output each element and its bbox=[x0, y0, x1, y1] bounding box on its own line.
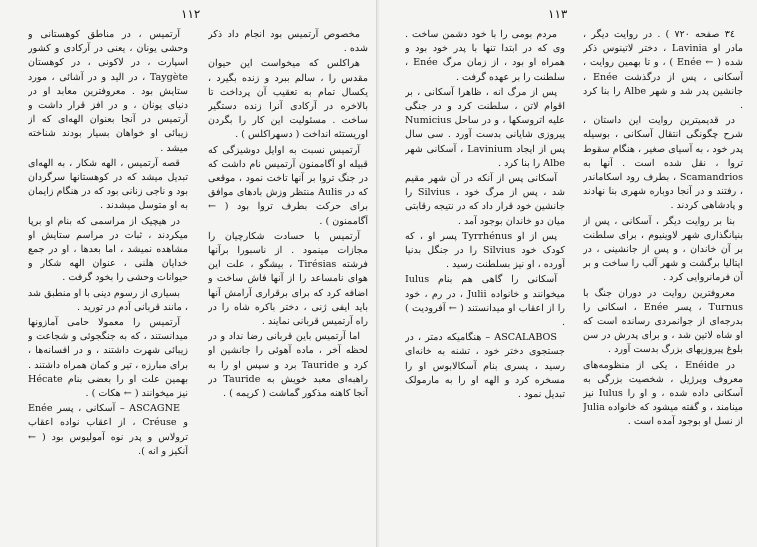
text-column-right bbox=[208, 28, 368, 540]
paragraph: در Enéide ، یکی از منظومه‌های معروف ویرژیل ، شخصیت بزرگی به آسکانی داده شده ، و او را Iulus نیز مینامند ، و گفته میشود که خانواده Julia از نسل او بوجود آمده است . bbox=[583, 359, 743, 428]
paragraph: مردم بومی را با خود دشمن ساخت . وی که در ابتدا تنها با پدر خود بود و همراه او بود ، از زمان مرگ Enée ، سلطنت را بر عهده گرفت . bbox=[405, 29, 565, 83]
paragraph: ASCAGNE – آسکانی ، پسر Enée و Créuse ، از اعقاب نواده اعقاب ترولاس و پدر نوه آمولیوس بود ( ← آنکیز و انه ). bbox=[28, 403, 188, 457]
paragraph: پس از مرگ انه ، ظاهرا آسکانی ، بر اقوام لاتن ، سلطنت کرد و در جنگی علیه اتروسکها ، و در ساحل Numicius پیروزی شایانی بدست آورد . سی سال پس از ایجاد Lavinium ، آسکانی شهر Albe را بنا کرد . bbox=[405, 86, 565, 169]
paragraph: در قدیمیترین روایت این داستان ، شرح چگونگی انتقال آسکانی ، بوسیله پدر خود ، به آسیای صغیر ، هنگام سقوط تروا ، نقل شده است . آنها به Scamandrios ، بطرف رود اسکاماندر ، رفتند و در آنجا دوباره شهری بنا نهادند و پادشاهی کردند . bbox=[583, 115, 743, 212]
paragraph: آرتمیس نسبت به اوایل دوشیزگی که قبیله او آگاممنون آرتمیس نام داشت که در جنگ تروا بر آنها تاخت نمود ، موقعی که در Aulis منتظر وزش بادهای موافق برای حرکت بطرف تروا بود ( ← آگاممنون ) . bbox=[208, 144, 368, 227]
page-number: ۱۱۲ bbox=[181, 7, 201, 21]
text-column-left bbox=[405, 28, 565, 540]
paragraph: ASCALABOS – هنگامیکه دمتر ، در جستجوی دختر خود ، تشنه به خانه‌ای رسید ، پسری بنام آسکالابوس او را مسخره کرد و الهه او را به مارمولک تبدیل نمود . bbox=[405, 332, 565, 401]
text-column-left bbox=[28, 28, 188, 540]
paragraph: در هیچیک از مراسمی که بنام او برپا میکردند ، ثبات در مراسم ستایش او مشاهده نمیشد ، اما بعدها ، او در جمع خدایان هلنی ، عنوان الهه شکار و حیوانات وحشی را بخود گرفت . bbox=[28, 215, 188, 284]
right-page bbox=[379, 0, 757, 547]
paragraph: هراکلس که میخواست این حیوان مقدس را ، سالم ببرد و زنده بگیرد ، یکسال تمام به تعقیب آن پرداخت تا بالاخره در آرکادی آنرا زنده دستگیر ساخت . مسئولیت این کار را بگردن اوریستئه انداخت ( دسهراکلس ) . bbox=[208, 58, 368, 141]
paragraph: بنا بر روایت دیگر ، آسکانی ، پس از بنیانگذاری شهر لاوینیوم ، برای سلطنت بر آن خاندان ، و پس از جانشینی ، در ایتالیا برگشت و شهر آلب را ساخت و بر آن فرمانروایی کرد . bbox=[583, 215, 743, 284]
paragraph: بسیاری از رسوم دینی با او منطبق شد ، مانند قربانی آدم در تورید . bbox=[28, 287, 188, 313]
paragraph: آرتمیس را معمولا حامی آمازونها میدانستند ، که به جنگجوئی و شجاعت و زیبائی شهرت داشتند ، و در افسانه‌ها ، برای مبارزه ، تیر و کمان همراه داشتند . بهمین علت او را بعضی بنام Hécate نیز میخوانند ( ← هکات ) . bbox=[28, 317, 188, 400]
paragraph: آرتمیس با حسادت شکارچیان را مجازات مینمود . از ناسبورا برآنها فرشته Tirésias ، بیشگو ، علت این هوای نامساعد را از آنها فاش ساخت و اضافه کرد که برای برقراری آرامش آنها باید ایفی ژنی ، دختر باکره شاه را در راه آرتمیس قربانی نمایند . bbox=[208, 230, 368, 328]
paragraph: آسکانی پس از آنکه در آن شهر مقیم شد ، پس از مرگ خود ، Silvius را جانشین خود قرار داد که در نتیجه رقابتی میان دو خاندان بوجود آمد . bbox=[405, 173, 565, 227]
paragraph: ۳٤ صفحه ۷۲۰ ) . در روایت دیگر ، مادر او Lavinia ، دختر لاتینوس ذکر شده ( ← Enée ) ، و تا بهمین روایت ، آسکانی ، پس از درگذشت Enée ، جانشین پدر شد و شهر Albe را بنا کرد . bbox=[583, 29, 743, 112]
left-page bbox=[0, 0, 378, 547]
paragraph: اما آرتمیس باین قربانی رضا نداد و در لحظه آخر ، ماده آهوئی را جانشین او کرد و Tauride برد و سپس او را به راهبه‌ای معبد خویش به Tauride در آنجا کاهنه مذکور گماشت ( کریمه ) . bbox=[208, 331, 368, 400]
text-column-right bbox=[583, 28, 743, 540]
paragraph: معروفترین روایت در دوران جنگ با Turnus ، پسر Enée ، اسکانی را بدرجه‌ای از جوانمردی رسانده است که او شاه لاتین شد ، و برای پدرش در سن بلوغ پیروزیهای بزرگ بدست آورد . bbox=[583, 287, 743, 356]
paragraph: آرتمیس ، در مناطق کوهستانی و وحشی یونان ، یعنی در آرکادی و کشور اسپارت ، در لاکونی ، در کوهستان Taygète ، در الید و در آشائی ، مورد ستایش بود . معروفترین معابد او در دنیای یونان ، و در افز قرار داشت و آرتمیس در آنجا بعنوان الهه‌ای که از زیبائی او خواهان بسیار بودند شناخته میشد . bbox=[28, 29, 188, 154]
paragraph: آسکانی را گاهی هم بنام Iulus میخوانند و خانواده Julii ، در رم ، خود را از اعقاب او میدانستند ( ← آفرودیت ) . bbox=[405, 274, 565, 329]
page-number: ۱۱۳ bbox=[548, 7, 568, 21]
paragraph: پس از او Tyrrhénus پسر او ، که کودک خود Silvius را در جنگل بدنیا آورده ، او نیز بسلطنت رسید . bbox=[405, 230, 565, 271]
paragraph: مخصوص آرتمیس بود انجام داد ذکر شده . bbox=[208, 29, 368, 55]
paragraph: قصه آرتمیس ، الهه شکار ، به الهه‌ای تبدیل میشد که در کوهستانها سرگردان بود و ناجی زنانی بود که در هنگام زایمان به او متوسل میشدند . bbox=[28, 157, 188, 212]
